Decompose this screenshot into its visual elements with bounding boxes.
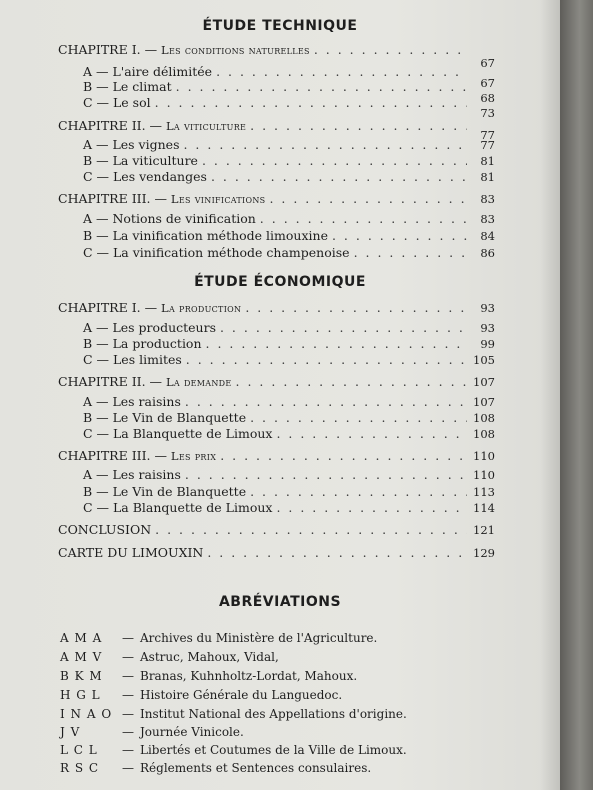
toc-page-number: 73	[480, 106, 495, 120]
toc-entry-technique-2c: C — Les vendanges . . . 81	[83, 169, 495, 184]
heading-etude-technique: ÉTUDE TECHNIQUE	[202, 18, 358, 34]
toc-entry-technique-2b: B — La viticulture . . . 81	[83, 153, 495, 168]
toc-entry-technique-1b: B — Le climat . . .	[83, 79, 495, 94]
toc-conclusion: CONCLUSION . . . 121	[58, 522, 495, 537]
toc-page-number: 67	[480, 76, 495, 90]
toc-chapter-economique-3: CHAPITRE III. — Les prix . . . 110	[58, 448, 495, 463]
leader-dots	[314, 42, 467, 57]
abbreviation-row: H G L — Histoire Générale du Languedoc.	[60, 688, 343, 702]
book-spine	[560, 0, 593, 790]
toc-page-number: 77	[480, 128, 495, 142]
page-edge-shadow	[540, 0, 560, 790]
toc-entry-economique-1c: C — Les limites . . . 105	[83, 352, 495, 367]
heading-abreviations: ABRÉVIATIONS	[218, 594, 342, 610]
toc-page-number: 67	[480, 56, 495, 70]
abbreviation-row: L C L — Libertés et Coutumes de la Ville de Limoux.	[60, 743, 407, 757]
toc-entry-economique-3a: A — Les raisins . . . 110	[83, 467, 495, 482]
toc-entry-economique-3b: B — Le Vin de Blanquette . . . 113	[83, 484, 495, 499]
toc-entry-technique-1c: C — Le sol . . .	[83, 95, 495, 110]
toc-entry-economique-1b: B — La production . . . 99	[83, 336, 495, 351]
toc-entry-economique-2b: B — Le Vin de Blanquette . . . 108	[83, 410, 495, 425]
toc-entry-technique-2a: A — Les vignes . . . 77	[83, 137, 495, 152]
abbreviation-row: I N A O — Institut National des Appellations d'origine.	[60, 707, 407, 721]
toc-chapter-technique-1: CHAPITRE I. — Les conditions naturelles . . .	[58, 42, 495, 57]
heading-etude-economique: ÉTUDE ÉCONOMIQUE	[194, 274, 366, 290]
toc-chapter-economique-2: CHAPITRE II. — La demande . . . 107	[58, 374, 495, 389]
toc-entry-economique-1a: A — Les producteurs . . . 93	[83, 320, 495, 335]
toc-chapter-technique-2: CHAPITRE II. — La viticulture . . .	[58, 118, 495, 133]
toc-chapter-economique-1: CHAPITRE I. — La production . . . 93	[58, 300, 495, 315]
toc-entry-technique-1a: A — L'aire délimitée . . .	[83, 64, 495, 79]
toc-entry-economique-3c: C — La Blanquette de Limoux . . . 114	[83, 500, 495, 515]
abbreviation-row: A M A — Archives du Ministère de l'Agriculture.	[60, 631, 378, 645]
toc-entry-technique-3c: C — La vinification méthode champenoise . . . 86	[83, 245, 495, 260]
abbreviation-row: A M V — Astruc, Mahoux, Vidal,	[60, 650, 279, 664]
toc-carte: CARTE DU LIMOUXIN . . . 129	[58, 545, 495, 560]
toc-entry-economique-2c: C — La Blanquette de Limoux . . . 108	[83, 426, 495, 441]
toc-entry-technique-3b: B — La vinification méthode limouxine . . . 84	[83, 228, 495, 243]
toc-entry-technique-3a: A — Notions de vinification . . . 83	[83, 211, 495, 226]
toc-chapter-technique-3: CHAPITRE III. — Les vinifications . . . 83	[58, 191, 495, 206]
toc-entry-economique-2a: A — Les raisins . . . 107	[83, 394, 495, 409]
abbreviation-row: R S C — Réglements et Sentences consulaires.	[60, 761, 372, 775]
toc-page-number: 68	[480, 91, 495, 105]
abbreviation-row: B K M — Branas, Kuhnholtz-Lordat, Mahoux.	[60, 669, 358, 683]
abbreviation-row: J V — Journée Vinicole.	[60, 725, 244, 739]
